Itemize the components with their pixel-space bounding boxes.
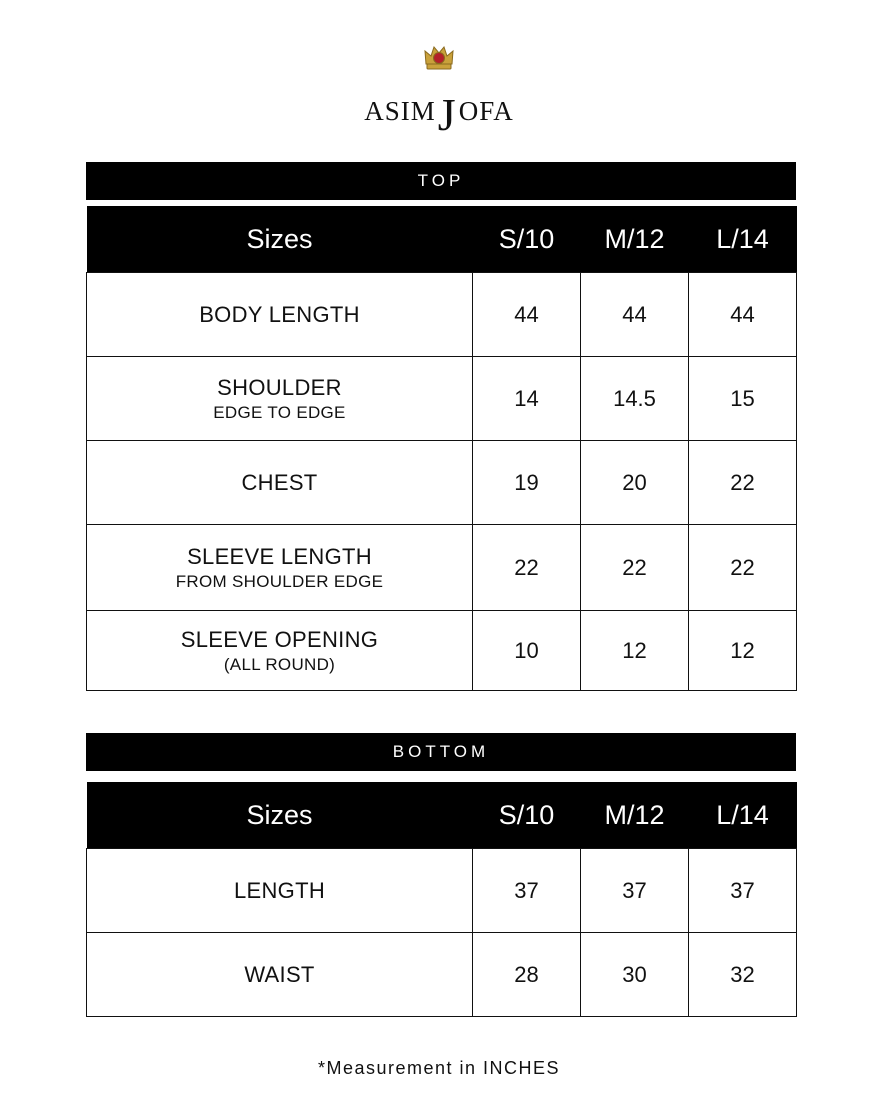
row-label — [87, 273, 473, 357]
bottom-size-table — [86, 782, 797, 1017]
row-label — [87, 525, 473, 611]
measurement-note: FROM SHOULDER EDGE — [175, 571, 384, 591]
value-cell: 30 — [581, 933, 689, 1017]
brand-logo — [0, 42, 878, 140]
size-l14-header: L/14 — [689, 206, 797, 273]
sizes-header: Sizes — [87, 782, 473, 849]
size-s10-header: S/10 — [473, 782, 581, 849]
row-label — [87, 849, 473, 933]
sizes-header: Sizes — [87, 206, 473, 273]
measurement-note: (ALL ROUND) — [223, 654, 336, 674]
value-cell: 22 — [689, 525, 797, 611]
value-cell: 44 — [473, 273, 581, 357]
size-s10-header: S/10 — [473, 206, 581, 273]
measurement-note: EDGE TO EDGE — [213, 402, 346, 422]
measurement-footnote: *Measurement in INCHES — [317, 1058, 561, 1078]
measurement-name: WAIST — [244, 961, 315, 987]
table-row — [87, 611, 797, 691]
measurement-name: CHEST — [241, 469, 318, 495]
measurement-name: SLEEVE OPENING — [180, 626, 379, 652]
size-m12-header: M/12 — [581, 782, 689, 849]
value-cell: 32 — [689, 933, 797, 1017]
value-cell: 22 — [473, 525, 581, 611]
table-row — [87, 849, 797, 933]
row-label — [87, 611, 473, 691]
row-label — [87, 357, 473, 441]
value-cell: 44 — [581, 273, 689, 357]
table-row — [87, 933, 797, 1017]
crest-icon — [422, 42, 456, 72]
value-cell: 12 — [689, 611, 797, 691]
table-header-row — [87, 206, 797, 273]
top-section-header: TOP — [86, 162, 796, 200]
measurement-name: LENGTH — [233, 877, 326, 903]
measurement-name: BODY LENGTH — [199, 301, 360, 327]
table-row — [87, 273, 797, 357]
value-cell: 14.5 — [581, 357, 689, 441]
table-header-row — [87, 782, 797, 849]
value-cell: 12 — [581, 611, 689, 691]
top-size-table — [86, 206, 797, 691]
bottom-section-header: BOTTOM — [86, 733, 796, 771]
value-cell: 20 — [581, 441, 689, 525]
row-label — [87, 441, 473, 525]
value-cell: 15 — [689, 357, 797, 441]
value-cell: 44 — [689, 273, 797, 357]
value-cell: 10 — [473, 611, 581, 691]
value-cell: 37 — [581, 849, 689, 933]
size-l14-header: L/14 — [689, 782, 797, 849]
measurement-name: SHOULDER — [217, 374, 342, 400]
table-row — [87, 357, 797, 441]
value-cell: 22 — [689, 441, 797, 525]
value-cell: 37 — [473, 849, 581, 933]
value-cell: 19 — [473, 441, 581, 525]
value-cell: 28 — [473, 933, 581, 1017]
table-row — [87, 525, 797, 611]
size-m12-header: M/12 — [581, 206, 689, 273]
table-row — [87, 441, 797, 525]
measurement-name: SLEEVE LENGTH — [187, 543, 372, 569]
value-cell: 22 — [581, 525, 689, 611]
row-label — [87, 933, 473, 1017]
value-cell: 37 — [689, 849, 797, 933]
value-cell: 14 — [473, 357, 581, 441]
brand-wordmark: ASIMJOFA — [364, 89, 514, 140]
